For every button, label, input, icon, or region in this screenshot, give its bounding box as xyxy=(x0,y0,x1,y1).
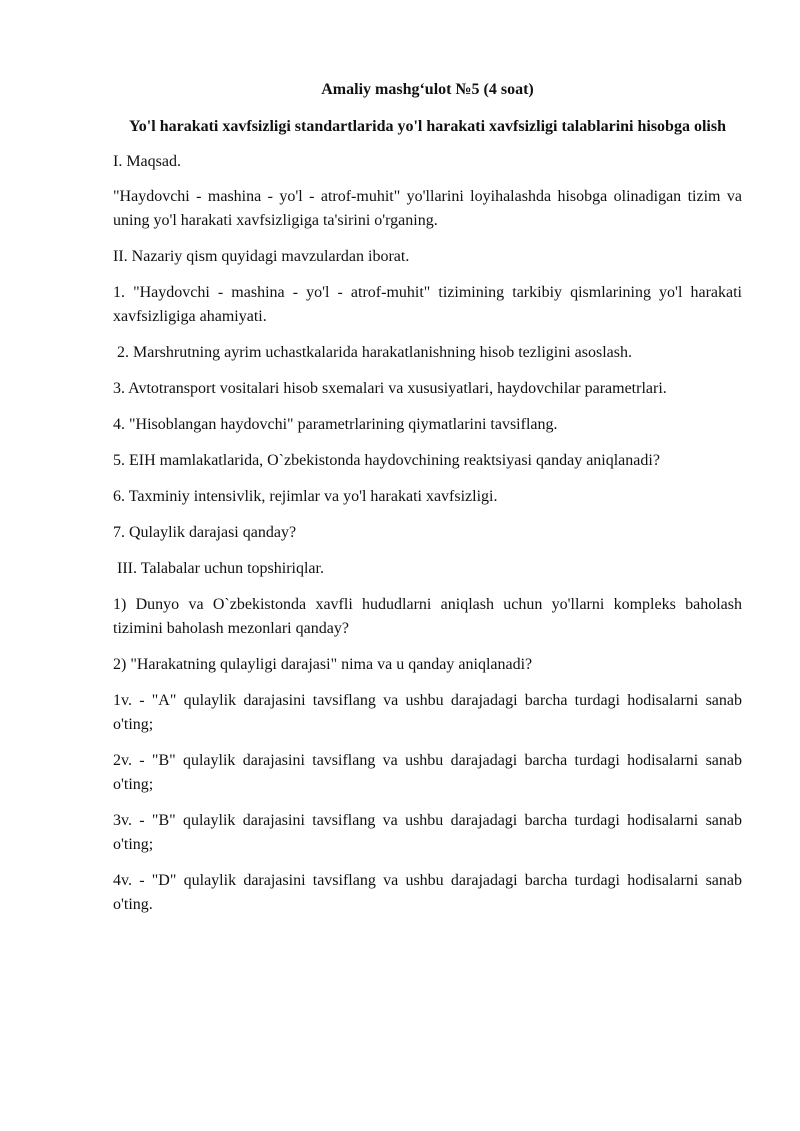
document-page xyxy=(113,78,742,929)
task-item: 3v. - "B" qulaylik darajasini tavsiflang va ushbu darajadagi barcha turdagi hodisalarni sanab o'ting; xyxy=(113,812,742,853)
theory-item: 1. "Haydovchi - mashina - yo'l - atrof-muhit" tizimining tarkibiy qismlarining yo'l harakati xavfsizligiga ahamiyati. xyxy=(113,284,742,325)
theory-item: 7. Qulaylik darajasi qanday? xyxy=(113,524,297,541)
theory-item: 4. "Hisoblangan haydovchi" parametrlarining qiymatlarini tavsiflang. xyxy=(113,416,558,433)
task-item: 4v. - "D" qulaylik darajasini tavsiflang va ushbu darajadagi barcha turdagi hodisalarni sanab o'ting. xyxy=(113,872,742,913)
section-heading-tasks: III. Talabalar uchun topshiriqlar. xyxy=(117,560,324,577)
theory-item: 5. EIH mamlakatlarida, O`zbekistonda haydovchining reaktsiyasi qanday aniqlanadi? xyxy=(113,452,660,469)
section-heading-goal: I. Maqsad. xyxy=(113,153,181,170)
goal-text: "Haydovchi - mashina - yo'l - atrof-muhit" yo'llarini loyihalashda hisobga olinadigan tizim va uning yo'l harakati xavfsizligiga ta'sirini o'rganing. xyxy=(113,188,742,229)
section-heading-theory: II. Nazariy qism quyidagi mavzulardan iborat. xyxy=(113,248,410,265)
task-item: 2) "Harakatning qulayligi darajasi" nima va u qanday aniqlanadi? xyxy=(113,656,533,673)
theory-item: 2. Marshrutning ayrim uchastkalarida harakatlanishning hisob tezligini asoslash. xyxy=(117,344,632,361)
task-item: 1) Dunyo va O`zbekistonda xavfli hududlarni aniqlash uchun yo'llarni kompleks baholash tizimini baholash mezonlari qanday? xyxy=(113,596,742,637)
theory-item: 6. Taxminiy intensivlik, rejimlar va yo'l harakati xavfsizligi. xyxy=(113,488,498,505)
page-subtitle: Yo'l harakati xavfsizligi standartlarida yo'l harakati xavfsizligi talablarini hisobga olish xyxy=(129,118,726,135)
task-item: 2v. - "B" qulaylik darajasini tavsiflang va ushbu darajadagi barcha turdagi hodisalarni sanab o'ting; xyxy=(113,752,742,793)
task-item: 1v. - "A" qulaylik darajasini tavsiflang va ushbu darajadagi barcha turdagi hodisalarni sanab o'ting; xyxy=(113,692,742,733)
page-title: Amaliy mashg‘ulot №5 (4 soat) xyxy=(321,81,534,98)
theory-item: 3. Avtotransport vositalari hisob sxemalari va xususiyatlari, haydovchilar parametrlari. xyxy=(113,380,667,397)
